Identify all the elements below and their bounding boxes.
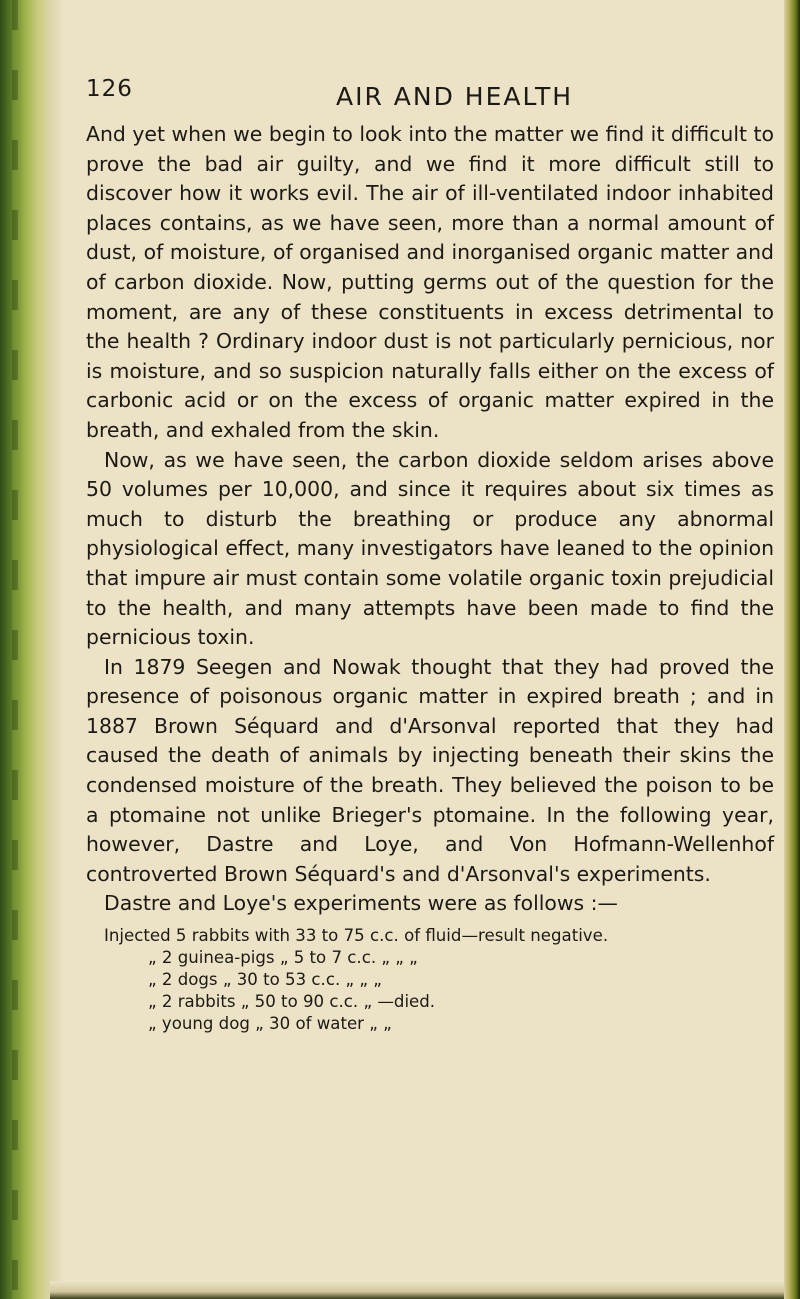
result-row: „ 2 dogs „ 30 to 53 c.c. „ „ „ — [148, 970, 382, 990]
result-row: „ 2 rabbits „ 50 to 90 c.c. „ —died. — [148, 992, 436, 1012]
experiment-results — [86, 925, 774, 1035]
paragraph-3: In 1879 Seegen and Nowak thought that they had proved the presence of poisonous organic matter in expired breath ; and in 1887 Brown Séquard and d'Arsonval reported that they had caused the death of animals by injecting beneath their skins the condensed moisture of the breath. They believed the poison to be a ptomaine not unlike Brieger's ptomaine. In the following year, however, Dastre and Loye, and Von Hofmann-Wellenhof controverted Brown Séquard's and d'Arsonval's experiments. — [86, 654, 774, 886]
page-number: 126 — [86, 76, 133, 102]
paragraph-1: And yet when we begin to look into the matter we find it difficult to prove the bad air guilty, and we find it more difficult still to discover how it works evil. The air of ill-ventilated indoor inhabited places contains, as we have seen, more than a normal amount of dust, of moisture, of organised and inorganised organic matter and of carbon dioxide. Now, putting germs out of the question for the moment, are any of these constituents in excess detrimental to the health ? Ordinary indoor dust is not particularly pernicious, nor is moisture, and so suspicion naturally falls either on the excess of carbonic acid or on the excess of organic matter expired in the breath, and exhaled from the skin. — [86, 122, 774, 442]
page-bottom-edge — [50, 1281, 784, 1299]
page-header — [86, 76, 774, 120]
result-row: „ young dog „ 30 of water „ „ — [148, 1014, 392, 1034]
result-row: Injected 5 rabbits with 33 to 75 c.c. of fluid—result negative. — [104, 926, 609, 946]
paragraph-4: Dastre and Loye's experiments were as follows :— — [104, 891, 618, 916]
paragraph-2: Now, as we have seen, the carbon dioxide seldom arises above 50 volumes per 10,000, and since it requires about six times as much to disturb the breathing or produce any abnormal physiological effect, many investigators have leaned to the opinion that impure air must contain some volatile organic toxin prejudicial to the health, and many attempts have been made to find the pernicious toxin. — [86, 447, 774, 650]
result-row: „ 2 guinea-pigs „ 5 to 7 c.c. „ „ „ — [148, 948, 418, 968]
running-title: AIR AND HEALTH — [336, 82, 574, 111]
book-spine-edge — [0, 0, 62, 1299]
book-page — [86, 76, 774, 1035]
page-right-edge — [784, 0, 800, 1299]
